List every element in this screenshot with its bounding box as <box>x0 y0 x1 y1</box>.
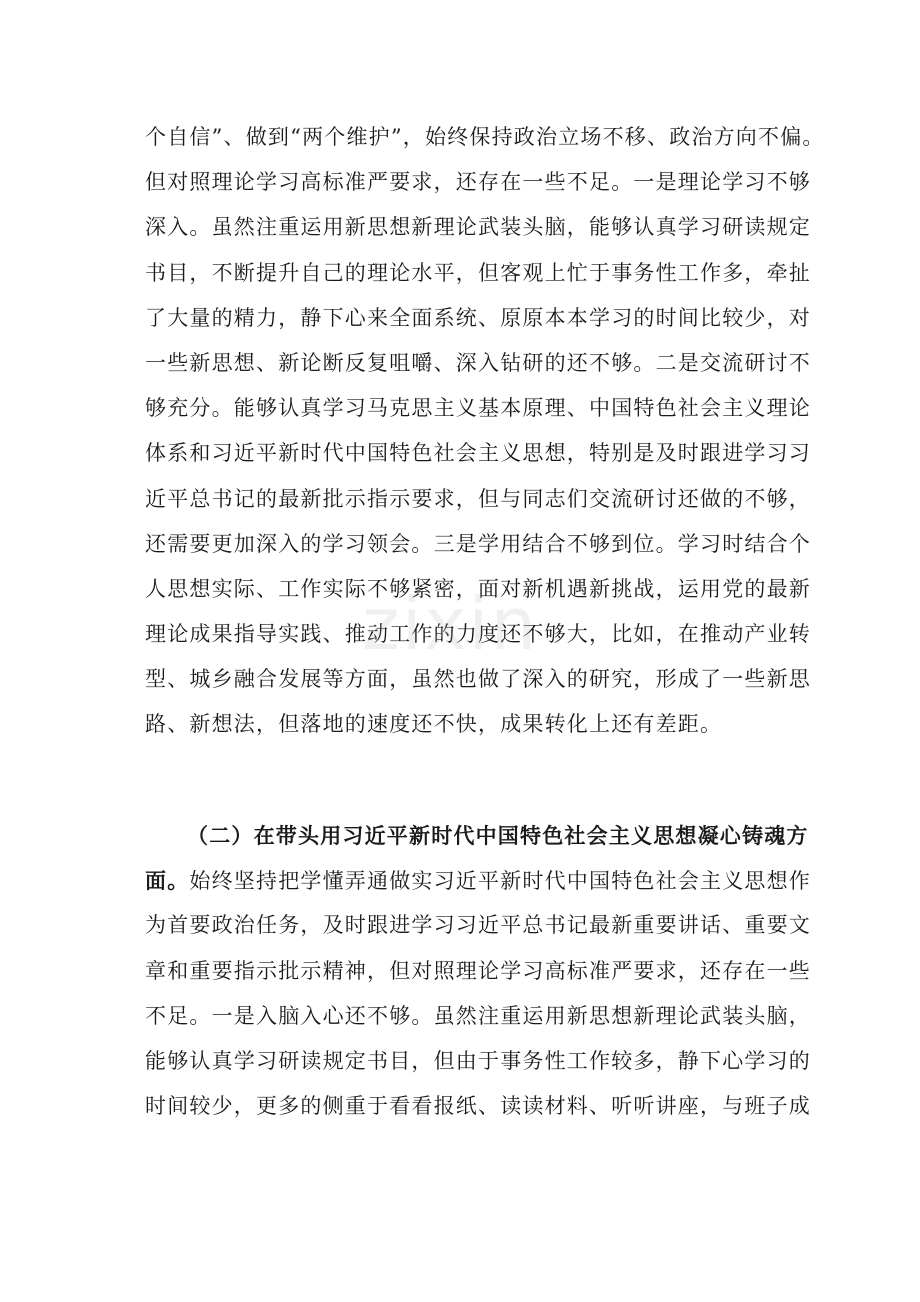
text-line: 还需要更加深入的学习领会。三是学用结合不够到位。学习时结合个 <box>145 531 811 556</box>
text-line: 能够认真学习研读规定书目，但由于事务性工作较多，静下心学习的 <box>145 1048 811 1073</box>
section-paragraph <box>145 813 812 1129</box>
section-heading: （二）在带头用习近平新时代中国特色社会主义思想凝心铸魂方 <box>187 823 809 848</box>
text-line <box>145 858 812 903</box>
text-line: 体系和习近平新时代中国特色社会主义思想，特别是及时跟进学习习 <box>145 441 811 466</box>
text-line: 但对照理论学习高标准严要求，还存在一些不足。一是理论学习不够 <box>145 170 811 195</box>
text-line: 了大量的精力，静下心来全面系统、原原本本学习的时间比较少，对 <box>145 305 811 330</box>
text-line: 型、城乡融合发展等方面，虽然也做了深入的研究，形成了一些新思 <box>145 667 811 692</box>
text-line: 路、新想法，但落地的速度还不快，成果转化上还有差距。 <box>145 712 723 737</box>
text-line: 一些新思想、新论断反复咀嚼、深入钻研的还不够。二是交流研讨不 <box>145 350 811 375</box>
text-span: 始终坚持把学懂弄通做实习近平新时代中国特色社会主义思想作 <box>189 869 812 894</box>
text-line: 书目，不断提升自己的理论水平，但客观上忙于事务性工作多，牵扯 <box>145 260 811 285</box>
text-line: 深入。虽然注重运用新思想新理论武装头脑，能够认真学习研读规定 <box>145 215 811 240</box>
text-line: 时间较少，更多的侧重于看看报纸、读读材料、听听讲座，与班子成 <box>145 1094 811 1119</box>
text-line: 人思想实际、工作实际不够紧密，面对新机遇新挑战，运用党的最新 <box>145 576 811 601</box>
text-line: 理论成果指导实践、推动工作的力度还不够大，比如，在推动产业转 <box>145 622 811 647</box>
text-line: 近平总书记的最新批示指示要求，但与同志们交流研讨还做的不够， <box>145 486 811 511</box>
text-line: 够充分。能够认真学习马克思主义基本原理、中国特色社会主义理论 <box>145 396 811 421</box>
section-heading-end: 面。 <box>145 868 190 894</box>
text-line: 章和重要指示批示精神，但对照理论学习高标准严要求，还存在一些 <box>145 958 811 983</box>
text-line: 不足。一是入脑入心还不够。虽然注重运用新思想新理论武装头脑， <box>145 1003 811 1028</box>
text-line: 为首要政治任务，及时跟进学习习近平总书记最新重要讲话、重要文 <box>145 913 811 938</box>
paragraph-continued <box>145 115 825 748</box>
text-line: 个自信”、做到“两个维护”，始终保持政治立场不移、政治方向不偏。 <box>145 125 825 149</box>
watermark: zixin <box>362 582 539 666</box>
